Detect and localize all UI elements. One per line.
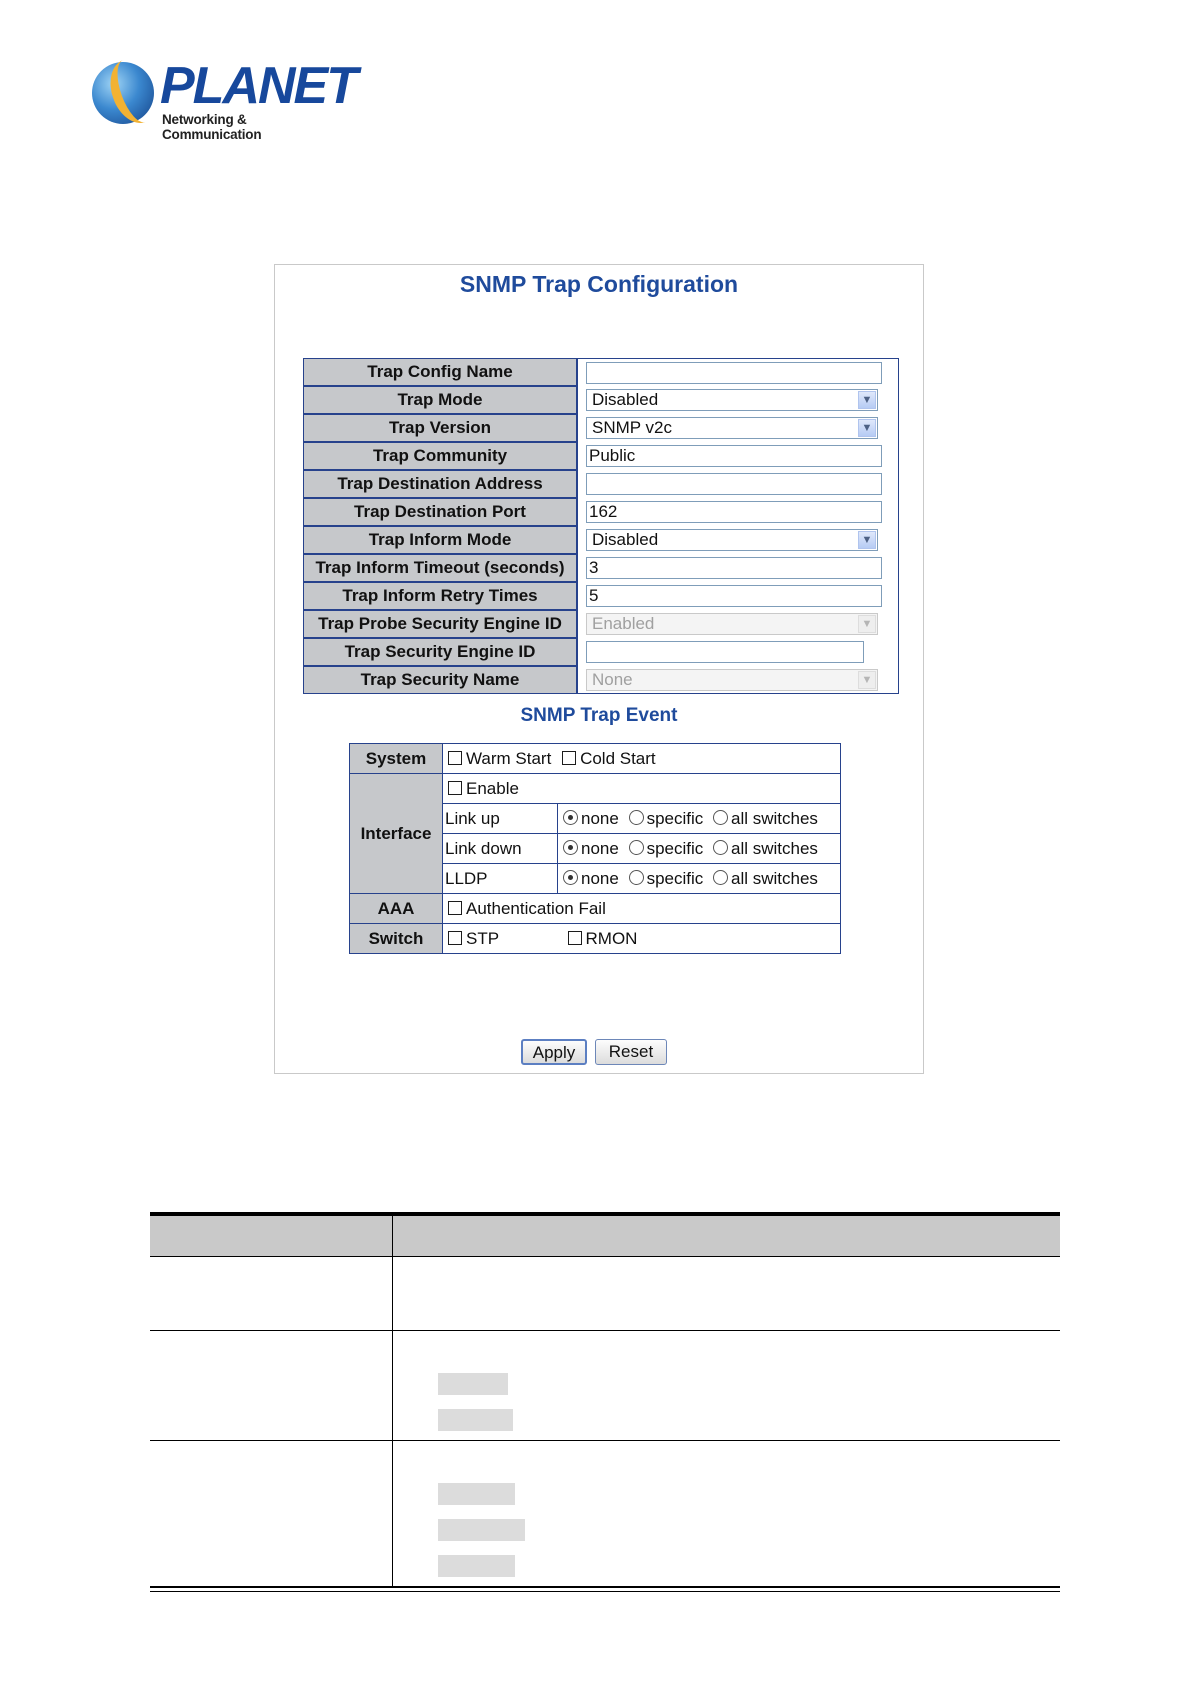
link-down-specific-radio[interactable] — [629, 840, 644, 855]
trap-destination-address-label: Trap Destination Address — [304, 470, 578, 498]
warm-start-label: Warm Start — [466, 748, 552, 768]
trap-config-name-input[interactable] — [586, 362, 882, 384]
authentication-fail-checkbox[interactable] — [448, 901, 462, 915]
page-title: SNMP Trap Configuration — [459, 271, 739, 297]
rmon-label: RMON — [585, 928, 638, 948]
trap-inform-timeout-input[interactable] — [586, 557, 882, 579]
chevron-down-icon: ▼ — [858, 671, 876, 689]
trap-inform-mode-value: Disabled — [592, 530, 659, 549]
trap-event-table — [349, 743, 841, 954]
trap-mode-select[interactable] — [586, 389, 878, 411]
highlight-bar — [438, 1483, 515, 1505]
link-up-specific-radio[interactable] — [629, 810, 644, 825]
trap-community-input[interactable] — [586, 445, 882, 467]
trap-inform-retry-label: Trap Inform Retry Times — [304, 582, 578, 610]
table-row — [150, 1331, 1060, 1441]
lldp-none-radio[interactable] — [563, 870, 578, 885]
authentication-fail-label: Authentication Fail — [466, 898, 606, 918]
link-up-none-radio[interactable] — [563, 810, 578, 825]
trap-version-label: Trap Version — [304, 414, 578, 442]
trap-inform-retry-input[interactable] — [586, 585, 882, 607]
trap-config-name-label: Trap Config Name — [304, 359, 578, 387]
trap-destination-port-label: Trap Destination Port — [304, 498, 578, 526]
chevron-down-icon[interactable]: ▼ — [858, 531, 876, 549]
globe-logo-icon — [92, 62, 154, 124]
trap-community-label: Trap Community — [304, 442, 578, 470]
reset-button[interactable]: Reset — [595, 1039, 667, 1065]
cold-start-label: Cold Start — [580, 748, 656, 768]
trap-config-table — [303, 358, 899, 694]
chevron-down-icon[interactable]: ▼ — [858, 419, 876, 437]
interface-enable-checkbox[interactable] — [448, 781, 462, 795]
link-up-all-label: all switches — [730, 808, 818, 828]
highlight-bar — [438, 1373, 508, 1395]
trap-inform-mode-label: Trap Inform Mode — [304, 526, 578, 554]
stp-label: STP — [466, 928, 499, 948]
trap-mode-value: Disabled — [592, 390, 659, 409]
link-down-all-radio[interactable] — [713, 840, 728, 855]
trap-event-title: SNMP Trap Event — [520, 705, 678, 726]
interface-enable-label: Enable — [466, 778, 519, 798]
trap-destination-address-input[interactable] — [586, 473, 882, 495]
link-down-none-radio[interactable] — [563, 840, 578, 855]
link-down-specific-label: specific — [646, 838, 704, 858]
trap-version-select[interactable] — [586, 417, 878, 439]
link-down-none-label: none — [581, 838, 619, 858]
trap-security-name-label: Trap Security Name — [304, 666, 578, 694]
lldp-specific-label: specific — [646, 868, 704, 888]
lldp-all-label: all switches — [730, 868, 818, 888]
planet-logo — [92, 57, 356, 142]
highlight-bar — [438, 1519, 525, 1541]
lldp-label: LLDP — [443, 864, 558, 894]
table-row — [150, 1441, 1060, 1588]
rmon-checkbox[interactable] — [568, 931, 582, 945]
lldp-none-label: none — [581, 868, 619, 888]
table-row — [150, 1257, 1060, 1331]
trap-probe-security-engine-id-value: Enabled — [592, 614, 655, 633]
switch-label: Switch — [350, 924, 443, 954]
stp-checkbox[interactable] — [448, 931, 462, 945]
chevron-down-icon[interactable]: ▼ — [858, 391, 876, 409]
system-label: System — [350, 744, 443, 774]
trap-probe-security-engine-id-select — [586, 613, 878, 635]
description-table-header — [150, 1215, 1060, 1257]
lldp-specific-radio[interactable] — [629, 870, 644, 885]
logo-tagline: Networking & Communication — [162, 112, 262, 142]
aaa-label: AAA — [350, 894, 443, 924]
chevron-down-icon: ▼ — [858, 615, 876, 633]
trap-security-engine-id-input[interactable] — [586, 641, 864, 663]
warm-start-checkbox[interactable] — [448, 751, 462, 765]
description-table — [150, 1212, 1060, 1592]
trap-inform-timeout-label: Trap Inform Timeout (seconds) — [304, 554, 578, 582]
trap-security-name-value: None — [592, 669, 633, 689]
highlight-bar — [438, 1409, 513, 1431]
trap-probe-security-engine-id-label: Trap Probe Security Engine ID — [304, 610, 578, 638]
logo-brand-text: PLANET — [160, 57, 356, 115]
link-up-label: Link up — [443, 804, 558, 834]
apply-button[interactable]: Apply — [521, 1039, 587, 1065]
link-down-label: Link down — [443, 834, 558, 864]
lldp-all-radio[interactable] — [713, 870, 728, 885]
trap-version-value: SNMP v2c — [592, 418, 672, 437]
trap-destination-port-input[interactable] — [586, 501, 882, 523]
interface-label: Interface — [350, 774, 443, 894]
trap-inform-mode-select[interactable] — [586, 529, 878, 551]
link-up-specific-label: specific — [646, 808, 704, 828]
trap-security-name-select — [586, 669, 878, 691]
cold-start-checkbox[interactable] — [562, 751, 576, 765]
link-up-none-label: none — [581, 808, 619, 828]
link-down-all-label: all switches — [730, 838, 818, 858]
highlight-bar — [438, 1555, 515, 1577]
trap-mode-label: Trap Mode — [304, 386, 578, 414]
link-up-all-radio[interactable] — [713, 810, 728, 825]
snmp-trap-panel — [274, 264, 924, 1074]
trap-security-engine-id-label: Trap Security Engine ID — [304, 638, 578, 666]
